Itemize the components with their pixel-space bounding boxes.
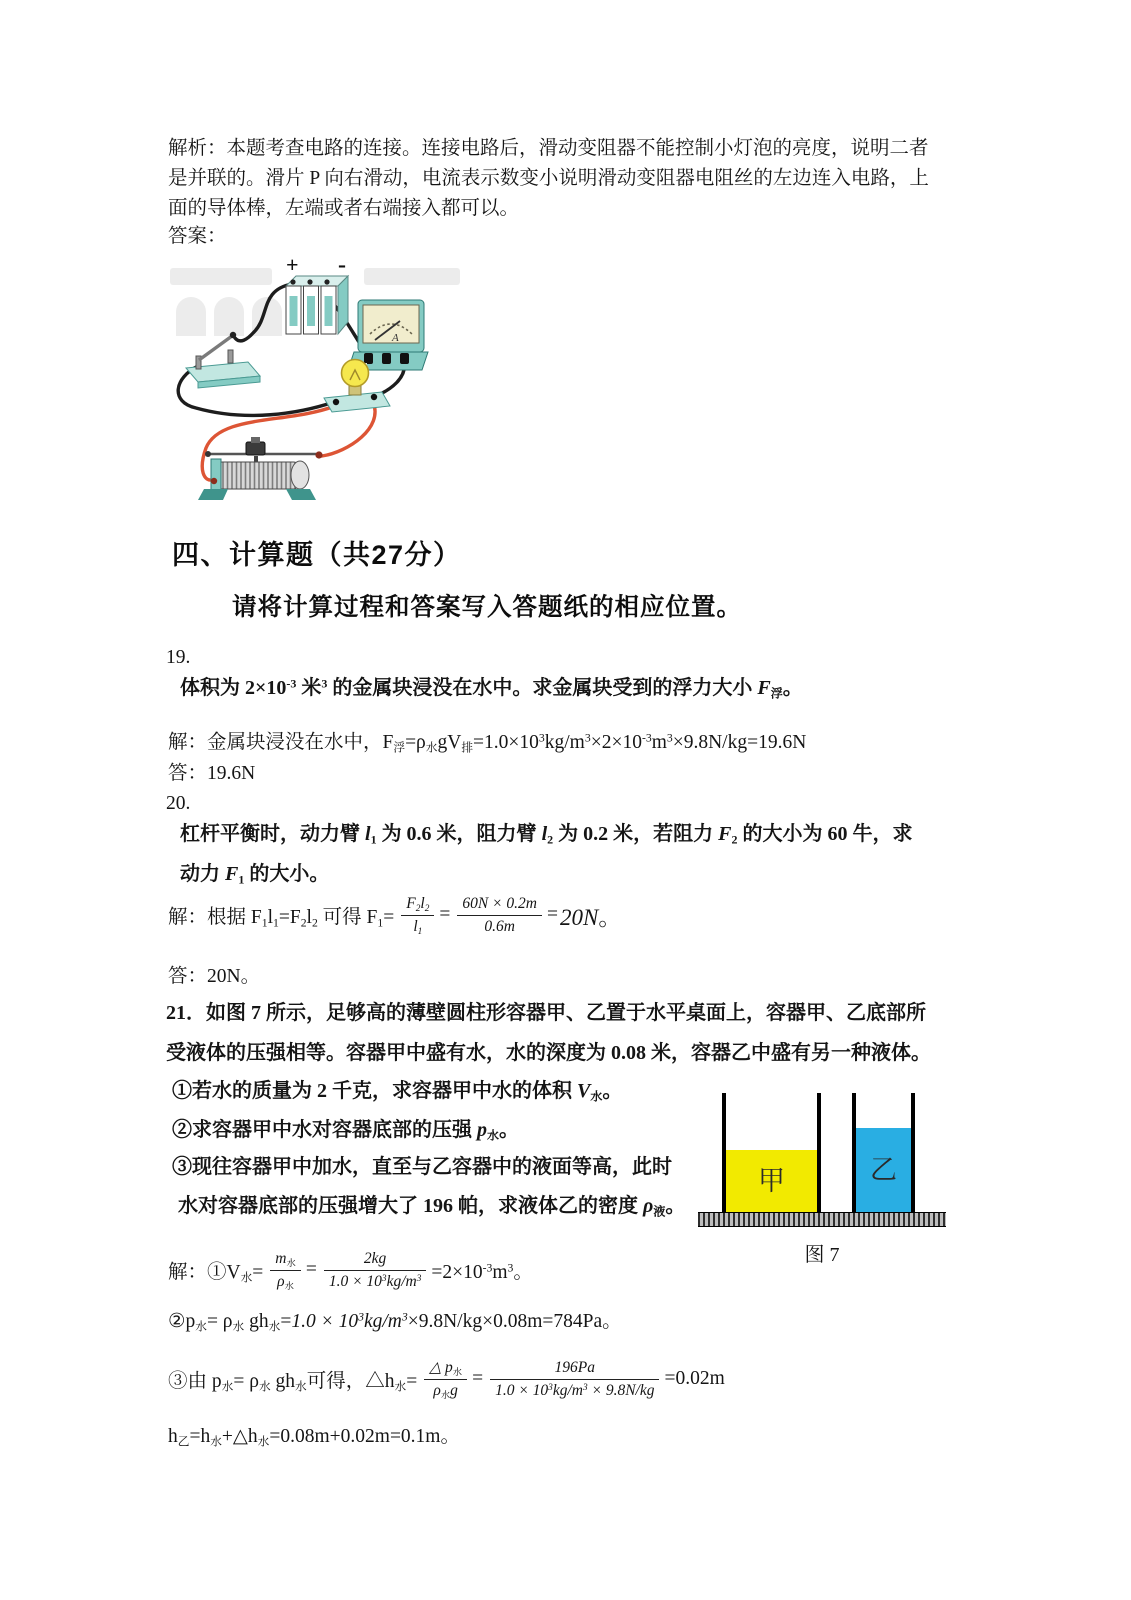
- q21-line3-prefix: ③由 $p_水= \rho_水$ $gh_水$可得，$\triangle h_水=$: [168, 1371, 418, 1394]
- q21-line1-fraction-1: [270, 1250, 301, 1291]
- q20-fraction-1-numerator: $F_2l_2$: [401, 895, 434, 916]
- q21-line1-fraction-1-denominator: $\rho_水$: [277, 1272, 294, 1292]
- rheostat: [198, 437, 323, 500]
- ammeter: [348, 300, 428, 370]
- liquid-jia: [726, 1150, 817, 1212]
- q21-line1-fraction-2: [324, 1250, 427, 1291]
- q21-line1-fraction-1-numerator: $m_水$: [270, 1250, 301, 1271]
- section-heading: 四、计算题（共27分）: [172, 540, 462, 570]
- q21-line3-equals: =: [472, 1368, 484, 1389]
- q20-fraction-1-denominator: $l_1$: [413, 917, 423, 937]
- figure-7-caption: 图 7: [804, 1244, 840, 1266]
- circuit-figure: [168, 256, 513, 502]
- q21-subquestion-3-line1: ③现往容器甲中加水，直至与乙容器中的液面等高，此时: [172, 1156, 672, 1178]
- q21-solution-line1: [168, 1238, 535, 1302]
- q21-subquestion-3-line2: 水对容器底部的压强增大了 196 帕，求液体乙的密度 $\rho_液$。: [178, 1195, 686, 1219]
- q21-subquestion-1: ①若水的质量为 2 千克，求容器甲中水的体积 $V_水$。: [172, 1080, 623, 1104]
- q20-equals-1: =: [439, 904, 451, 925]
- q21-solution-line4: $h_乙=h_水+\triangle h_水=0.08m+0.02m=0.1m$。: [168, 1426, 460, 1449]
- q19-question: 体积为 $2\times 10^{-3}$ 米$^3$ 的金属块浸没在水中。求金属块受到的浮力大小 $F_浮$。: [180, 676, 803, 701]
- q21-question: 21．如图 7 所示，足够高的薄壁圆柱形容器甲、乙置于水平桌面上，容器甲、乙底部所受液体的压强相等。容器甲中盛有水，水的深度为 0.08 米，容器乙中盛有另一种液体。: [166, 1002, 931, 1064]
- q21-line3-fraction-1: [424, 1359, 467, 1400]
- q21-line1-fraction-2-denominator: $1.0 \times 10^3kg/m^3$: [328, 1272, 422, 1290]
- q21-solution-line3: [168, 1346, 727, 1412]
- q20-solution-prefix: 解：根据 $F_1l_1=F_2l_2$ 可得 $F_1=$: [168, 907, 395, 930]
- vessel-jia: [722, 1093, 821, 1212]
- q20-question: 杠杆平衡时，动力臂 $l_1$ 为 0.6 米，阻力臂 $l_2$ 为 0.2 米，若阻力 $F_2$ 的大小为 60 牛，求动力 $F_1$ 的大小。: [180, 823, 913, 887]
- ammeter-letter: A: [392, 332, 399, 344]
- q20-fraction-2-numerator: 60N × 0.2m: [457, 895, 542, 916]
- analysis-paragraph: 解析：本题考查电路的连接。连接电路后，滑动变阻器不能控制小灯泡的亮度，说明二者是并联的。滑片 P 向右滑动，电流表示数变小说明滑动变阻器电阻丝的左边连入电路，上面的导体棒，左端或者右端接入都可以。: [168, 138, 929, 219]
- answer-label: 答案：: [168, 226, 227, 247]
- q20-number: 20.: [166, 793, 191, 814]
- q20-fraction-1: [401, 895, 434, 936]
- q21-line1-suffix: $=2\times 10^{-3}m^3$。: [431, 1261, 533, 1283]
- battery-plus-label: +: [286, 256, 299, 277]
- q21-subquestion-2: ②求容器甲中水对容器底部的压强 $p_水$。: [172, 1119, 520, 1143]
- q21-line1-fraction-2-numerator: 2kg: [324, 1250, 427, 1271]
- circuit-diagram: [168, 256, 513, 502]
- q20-result: 20N。: [559, 904, 622, 930]
- q21-line3-fraction-2: [490, 1359, 659, 1400]
- section-instruction: 请将计算过程和答案写入答题纸的相应位置。: [232, 594, 742, 621]
- q19-answer: 答：19.6N: [168, 763, 256, 784]
- q20-solution: [168, 884, 621, 946]
- q21-line3-fraction-2-denominator: $1.0 \times 10^3kg/m^3 \times 9.8N/kg$: [495, 1381, 655, 1399]
- q21-line3-suffix: =0.02m: [664, 1368, 725, 1389]
- q20-equals-2: =: [546, 904, 558, 925]
- switch: [186, 332, 260, 388]
- q21-line3-fraction-1-denominator: $\rho_水g$: [433, 1381, 458, 1401]
- q21-solution-line2: $②p_水= \rho_水$ $gh_水=1.0 \times 10^3kg/m^3\times 9.8N/kg\times 0.08m=784Pa$。: [168, 1310, 622, 1334]
- battery-pack: [286, 256, 348, 334]
- battery-minus-label: -: [338, 256, 346, 278]
- vessel-yi: [852, 1093, 915, 1212]
- vessel-jia-label: 甲: [758, 1165, 785, 1196]
- q20-fraction-2-denominator: 0.6m: [484, 917, 515, 935]
- q20-fraction-2: [457, 895, 542, 936]
- q20-answer: 答：20N。: [168, 966, 261, 987]
- q21-line3-fraction-2-numerator: 196Pa: [490, 1359, 659, 1380]
- q21-line1-prefix: 解：$①V_水=$: [168, 1262, 264, 1285]
- table-surface: [698, 1212, 946, 1227]
- q19-solution: 解：金属块浸没在水中，$F_浮=\rho_水gV_排=1.0\times 10^3kg/m^3\times 2\times 10^{-3}m^3\times 9.8N/kg=19.6N$: [168, 731, 807, 755]
- vessel-yi-label: 乙: [870, 1154, 897, 1185]
- liquid-yi: [856, 1128, 911, 1212]
- q21-line1-equals: =: [305, 1259, 317, 1280]
- q21-line3-fraction-1-numerator: △ $p_水$: [424, 1359, 467, 1380]
- q19-number: 19.: [166, 647, 191, 668]
- figure-7: [698, 1064, 946, 1264]
